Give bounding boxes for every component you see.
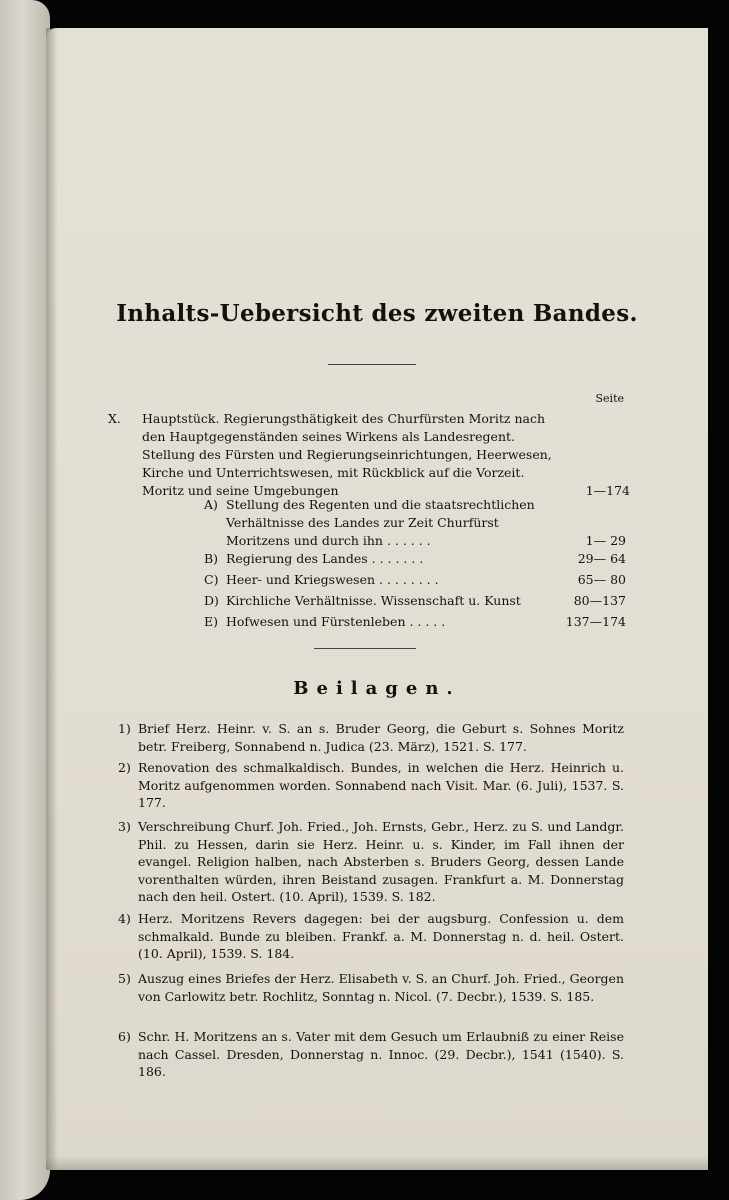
page-bottom-shadow bbox=[46, 1156, 708, 1170]
appendix-entry bbox=[118, 818, 624, 906]
chapter-entry bbox=[108, 410, 628, 500]
page-gutter-shadow bbox=[46, 28, 58, 1170]
section-text: Stellung des Regenten und die staatsrechtlichen Verhältnisse des Landes zur Zeit Churfürst Moritzens und durch ihn . . . . . . bbox=[226, 497, 535, 548]
section-entry bbox=[204, 550, 624, 568]
page-column-label: Seite bbox=[595, 392, 624, 405]
section-text: Regierung des Landes . . . . . . . bbox=[226, 551, 424, 566]
appendix-entry bbox=[118, 970, 624, 1005]
section-pages: 80—137 bbox=[573, 593, 626, 608]
section-label: E) bbox=[204, 614, 219, 629]
appendix-heading: Beilagen. bbox=[293, 678, 461, 699]
section-entry bbox=[204, 571, 624, 589]
section-pages: 29— 64 bbox=[577, 551, 626, 566]
appendix-number: 3) bbox=[118, 819, 131, 834]
appendix-number: 5) bbox=[118, 971, 131, 986]
section-pages: 137—174 bbox=[565, 614, 626, 629]
section-text: Kirchliche Verhältnisse. Wissenschaft u. Kunst bbox=[226, 593, 521, 608]
section-label: A) bbox=[204, 497, 218, 512]
section-entry bbox=[204, 613, 624, 631]
appendix-text: Brief Herz. Heinr. v. S. an s. Bruder Georg, die Geburt s. Sohnes Moritz betr. Freiberg, Sonnabend n. Judica (23. März), 1521. S. 177. bbox=[138, 721, 624, 754]
section-text: Hofwesen und Fürstenleben . . . . . bbox=[226, 614, 446, 629]
appendix-entry bbox=[118, 720, 624, 755]
section-pages: 65— 80 bbox=[577, 572, 626, 587]
appendix-entry bbox=[118, 910, 624, 963]
appendix-text: Renovation des schmalkaldisch. Bundes, in welchen die Herz. Heinrich u. Moritz aufgenommen worden. Sonnabend nach Visit. Mar. (6. Juli), 1537. S. 177. bbox=[138, 760, 624, 810]
chapter-pages: 1—174 bbox=[585, 483, 630, 498]
section-divider bbox=[314, 648, 416, 649]
section-entry bbox=[204, 496, 624, 550]
section-label: C) bbox=[204, 572, 219, 587]
appendix-number: 4) bbox=[118, 911, 131, 926]
appendix-entry bbox=[118, 759, 624, 812]
appendix-entry bbox=[118, 1028, 624, 1081]
section-entry bbox=[204, 592, 624, 610]
appendix-text: Schr. H. Moritzens an s. Vater mit dem Gesuch um Erlaubniß zu einer Reise nach Cassel. Dresden, Donnerstag n. Innoc. (29. Decbr.), 1541 (1540). S. 186. bbox=[138, 1029, 624, 1079]
appendix-number: 2) bbox=[118, 760, 131, 775]
section-label: D) bbox=[204, 593, 219, 608]
chapter-text: Hauptstück. Regierungsthätigkeit des Churfürsten Moritz nach den Hauptgegenständen seines Wirkens als Landesregent. Stellung des Fürsten und Regierungseinrichtungen, Heerwesen, Kirche und Unterrichtswesen, mit Rückblick auf die Vorzeit. Moritz und seine Umgebungen bbox=[142, 411, 552, 498]
section-label: B) bbox=[204, 551, 219, 566]
appendix-text: Verschreibung Churf. Joh. Fried., Joh. Ernsts, Gebr., Herz. zu S. und Landgr. Phil. zu Hessen, darin sie Herz. Heinr. u. s. Kinder, im Fall ihnen der evangel. Religion halben, nach Absterben s. Bruders Georg, dessen Lande vorenthalten würden, ihren Beistand zusagen. Frankfurt a. M. Donnerstag nach den heil. Ostert. (10. April), 1539. S. 182. bbox=[138, 819, 624, 904]
chapter-number: X. bbox=[108, 411, 121, 426]
book-spine-edge bbox=[0, 0, 50, 1200]
section-text: Heer- und Kriegswesen . . . . . . . . bbox=[226, 572, 439, 587]
title-divider bbox=[328, 364, 416, 365]
appendix-text: Herz. Moritzens Revers dagegen: bei der augsburg. Confession u. dem schmalkald. Bunde zu bleiben. Frankf. a. M. Donnerstag n. d. heil. Ostert. (10. April), 1539. S. 184. bbox=[138, 911, 624, 961]
appendix-number: 1) bbox=[118, 721, 131, 736]
section-pages: 1— 29 bbox=[585, 533, 626, 548]
appendix-text: Auszug eines Briefes der Herz. Elisabeth v. S. an Churf. Joh. Fried., Georgen von Carlowitz betr. Rochlitz, Sonntag n. Nicol. (7. Decbr.), 1539. S. 185. bbox=[138, 971, 624, 1004]
page-title: Inhalts-Uebersicht des zweiten Bandes. bbox=[116, 300, 638, 327]
book-page bbox=[46, 28, 708, 1170]
appendix-number: 6) bbox=[118, 1029, 131, 1044]
